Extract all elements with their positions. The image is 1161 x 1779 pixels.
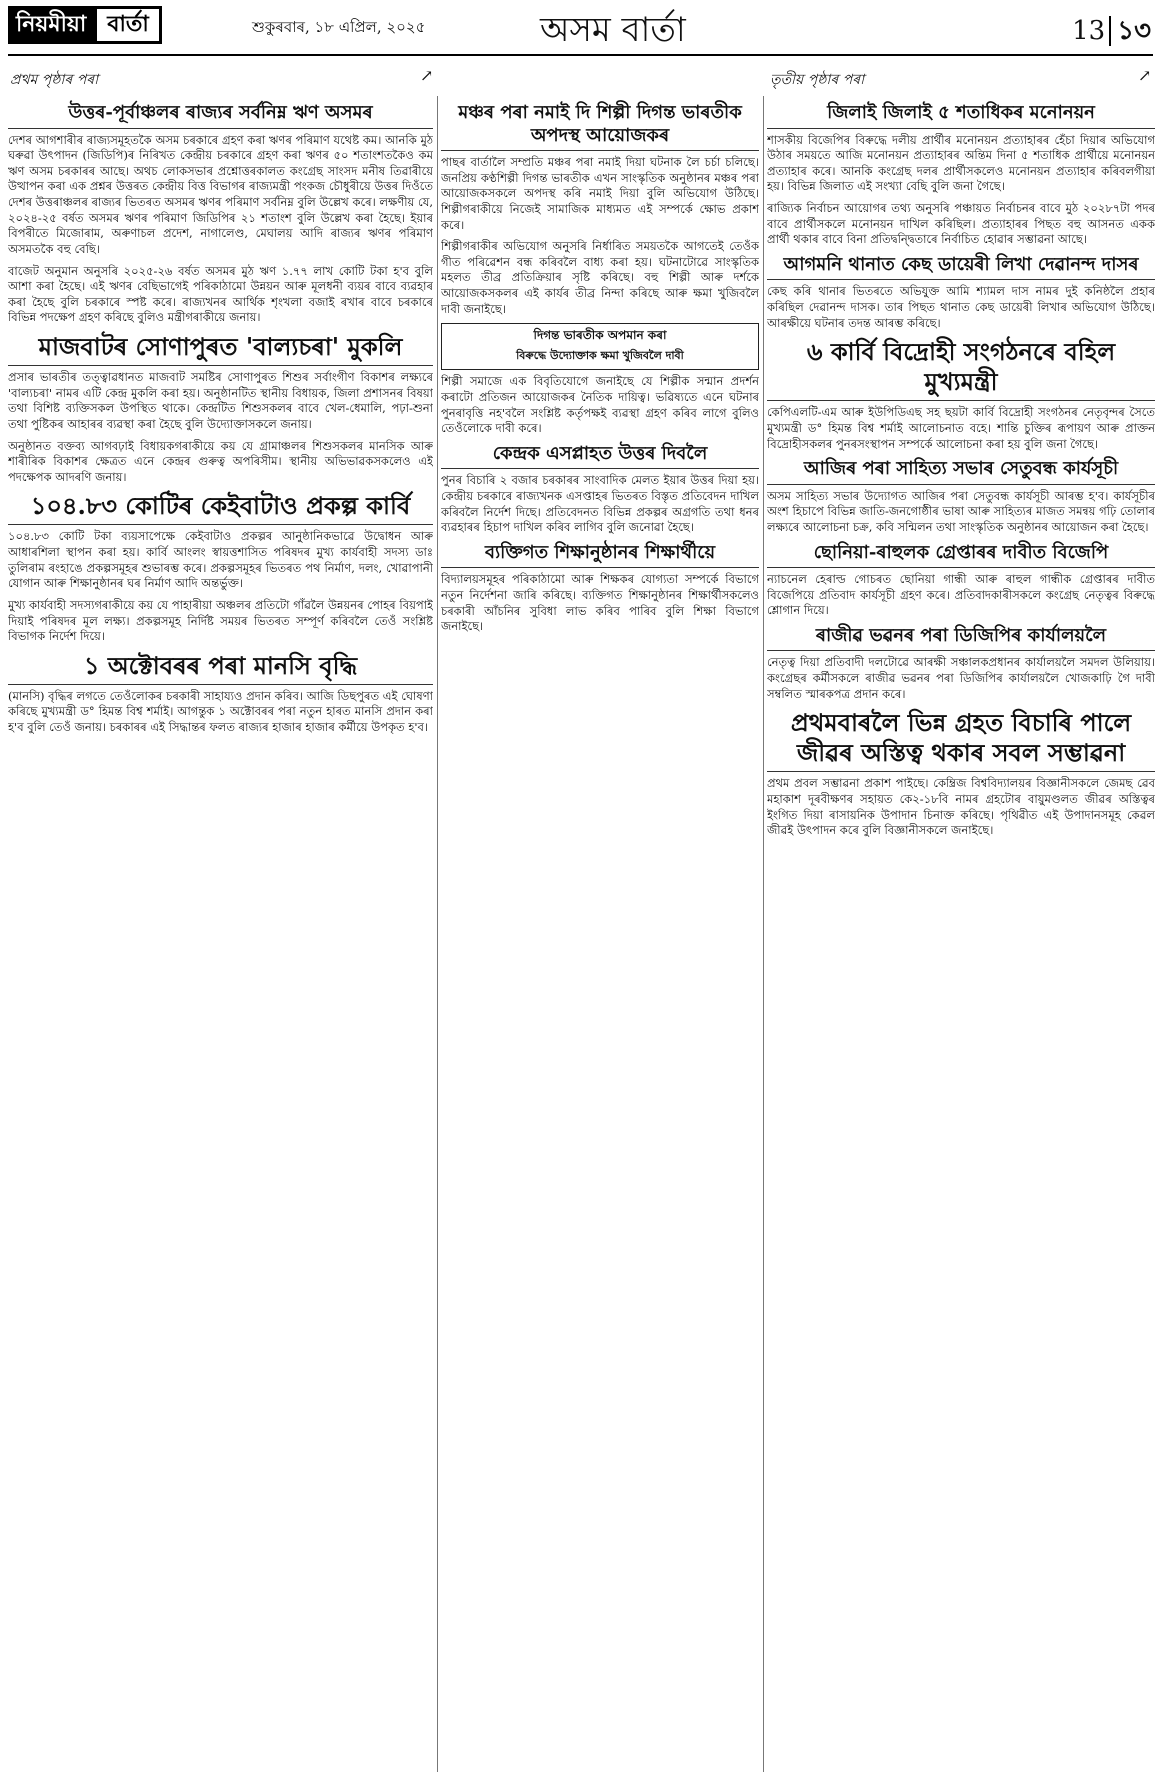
logo-right: বাৰ্তা [94,6,162,44]
headline-balyachara: মাজবাটৰ সোণাপুৰত 'বাল্যচৰা' মুকলি [8,332,433,366]
headline-centre: কেন্দ্ৰক এসপ্লাহত উত্তৰ দিবলৈ [441,443,759,470]
article-text: শিল্পীগৰাকীৰ অভিযোগ অনুসৰি নিৰ্ধাৰিত সময়তকৈ আগতেই তেওঁক গীত পৰিৱেশন বন্ধ কৰিবলৈ বাধ্য কৰা হয়। ঘটনাটোৱে সাংস্কৃতিক মহলত তীব্ৰ প্ৰতিক্ৰিয়াৰ সৃষ্টি কৰিছে। বহু শিল্পী আৰু দৰ্শকে আয়োজকসকলৰ এই কাৰ্যৰ তীব্ৰ নিন্দা কৰিছে আৰু ক্ষমা খুজিবলৈ দাবী জনাইছে। [441,239,759,316]
section-title: অসম বাৰ্তা [540,10,686,50]
article-text: ১০৪.৮৩ কোটি টকা ব্যয়সাপেক্ষে কেইবাটাও প্ৰকল্পৰ আনুষ্ঠানিকভাৱে উদ্বোধন আৰু আধাৰশিলা স্থাপন কৰা হয়। কাৰ্বি আংলং স্বায়ত্তশাসিত পৰিষদৰ মুখ্য কাৰ্যবাহী সদস্য ডাঃ তুলিৰাম ৰংহাঙে প্ৰকল্পসমূহৰ শুভাৰম্ভ কৰে। প্ৰকল্পসমূহৰ ভিতৰত পথ নিৰ্মাণ, দলং, খোৱাপানী যোগান আৰু শিক্ষানুষ্ঠানৰ ঘৰ নিৰ্মাণ আদি অন্তৰ্ভুক্ত। [8,529,433,591]
article-text: কেছ কৰি থানাৰ ভিতৰতে অভিযুক্ত আমি শ্যামল দাস নামৰ দুই কনিষ্ঠলৈ প্ৰহাৰ কৰিছিল দেৱানন্দ দাসক। তাৰ পিছত থানাত কেছ ডায়েৰী লিখাৰ অভিযোগ উঠিছে। আৰক্ষীয়ে ঘটনাৰ তদন্ত আৰম্ভ কৰিছে। [767,284,1155,330]
headline-nominations: জিলাই জিলাই ৫ শতাধিকৰ মনোনয়ন [767,102,1155,129]
column-divider [437,96,438,1772]
header-rule [8,54,1153,56]
headline-private-schools: ব্যক্তিগত শিক্ষানুষ্ঠানৰ শিক্ষাৰ্থীয়ে [441,542,759,569]
boxed-subhead [441,323,759,370]
column-divider [763,96,764,1772]
article-text: শাসকীয় বিজেপিৰ বিৰুদ্ধে দলীয় প্ৰাৰ্থীৰ মনোনয়ন প্ৰত্যাহাৰৰ হেঁচা দিয়াৰ অভিযোগ উঠাৰ সময়তে আজি মনোনয়ন প্ৰত্যাহাৰৰ অন্তিম দিনা ৫ শতাধিক প্ৰাৰ্থীয়ে মনোনয়ন প্ৰত্যাহাৰ কৰে। আনকি কংগ্ৰেছ দলৰ প্ৰাৰ্থীসকলেও মনোনয়ন প্ৰত্যাহাৰ কৰিবলগীয়া হয়। বিভিন্ন জিলাত এই সংখ্যা বেছি বুলি জনা গৈছে। [767,132,1155,194]
column-left [8,96,433,1772]
headline-rajiv-bhawan: ৰাজীৱ ভৱনৰ পৰা ডিজিপিৰ কাৰ্যালয়লৈ [767,625,1155,652]
page-number [1072,10,1151,54]
article-text: ন্যাচনেল হেৰাল্ড গোচৰত ছোনিয়া গান্ধী আৰু ৰাহুল গান্ধীক গ্ৰেপ্তাৰৰ দাবীত বিজেপিয়ে প্ৰতিবাদ কাৰ্যসূচী গ্ৰহণ কৰে। প্ৰতিবাদকাৰীসকলে কংগ্ৰেছ নেতৃত্বৰ বিৰুদ্ধে শ্লোগান দিয়ে। [767,572,1155,618]
article-text: ৰাজ্যিক নিৰ্বাচন আয়োগৰ তথ্য অনুসৰি পঞ্চায়ত নিৰ্বাচনৰ বাবে মুঠ ২০২৮৭টা পদৰ বাবে প্ৰাৰ্থীসকলে মনোনয়ন দাখিল কৰিছিল। প্ৰত্যাহাৰৰ পিছত বহু আসনত একক প্ৰাৰ্থী থকাৰ বাবে বিনা প্ৰতিদ্বন্দ্বিতাৰে নিৰ্বাচিত হোৱাৰ সম্ভাৱনা আছে। [767,201,1155,247]
headline-honorarium: ১ অক্টোবৰৰ পৰা মানসি বৃদ্ধি [8,651,433,685]
headline-life-on-planet: প্ৰথমবাৰলৈ ভিন্ন গ্ৰহত বিচাৰি পালে জীৱৰ অস্তিত্ব থকাৰ সবল সম্ভাৱনা [767,708,1155,772]
article-text: প্ৰথম প্ৰবল সম্ভাৱনা প্ৰকাশ পাইছে। কেম্ব্ৰিজ বিশ্ববিদ্যালয়ৰ বিজ্ঞানীসকলে জেমছ ৱেব মহাকাশ দূৰবীক্ষণৰ সহায়ত কে২-১৮বি নামৰ গ্ৰহটোৰ বায়ুমণ্ডলত জীৱৰ অস্তিত্বৰ ইংগিত দিয়া ৰাসায়নিক উপাদান চিনাক্ত কৰিছে। পৃথিৱীত এই উপাদানসমূহ কেৱল জীৱই উৎপাদন কৰে বুলি বিজ্ঞানীসকলে জনাইছে। [767,776,1155,838]
article-text: (মানসি) বৃদ্ধিৰ লগতে তেওঁলোকৰ চৰকাৰী সাহায্যও প্ৰদান কৰিব। আজি ডিছপুৰত এই ঘোষণা কৰিছে মুখ্যমন্ত্ৰী ড° হিমন্ত বিশ্ব শৰ্মাই। আগন্তুক ১ অক্টোবৰৰ পৰা নতুন হাৰত মানসি প্ৰদান কৰা হ'ব বুলি তেওঁ জনায়। চৰকাৰৰ এই সিদ্ধান্তৰ ফলত ৰাজ্যৰ হাজাৰ হাজাৰ কৰ্মীয়ে উপকৃত হ'ব। [8,688,433,734]
article-text: কেপিএলটি-এম আৰু ইউপিডিএছ সহ ছয়টা কাৰ্বি বিদ্ৰোহী সংগঠনৰ নেতৃবৃন্দৰ সৈতে মুখ্যমন্ত্ৰী ড° হিমন্ত বিশ্ব শৰ্মাই আলোচনাত বহে। শান্তি চুক্তিৰ ৰূপায়ণ আৰু প্ৰাক্তন বিদ্ৰোহীসকলৰ পুনৰসংস্থাপন সম্পৰ্কে আলোচনা কৰা হয় বুলি জনা গৈছে। [767,405,1155,451]
headline-bjp-protest: ছোনিয়া-ৰাহুলক গ্ৰেপ্তাৰৰ দাবীত বিজেপি [767,542,1155,569]
article-text: মুখ্য কাৰ্যবাহী সদস্যগৰাকীয়ে কয় যে পাহাৰীয়া অঞ্চলৰ প্ৰতিটো গাঁৱলৈ উন্নয়নৰ পোহৰ বিয়পাই দিয়াই পৰিষদৰ মূল লক্ষ্য। প্ৰকল্পসমূহ নিৰ্দিষ্ট সময়ৰ ভিতৰত সম্পূৰ্ণ কৰিবলৈ তেওঁ সংশ্লিষ্ট বিভাগক নিৰ্দেশ দিয়ে। [8,597,433,644]
column-right [767,96,1155,1772]
box-title: দিগন্ত ভাৰতীক অপমান কৰা [533,328,667,343]
issue-date: শুকুৰবাৰ, ১৮ এপ্ৰিল, ২০২৫ [252,18,426,36]
page-number-local: ১৩ [1109,16,1151,46]
headline-debt: উত্তৰ-পূৰ্বাঞ্চলৰ ৰাজ্যৰ সৰ্বনিম্ন ঋণ অসমৰ [8,102,433,129]
continued-from-label-left: প্ৰথম পৃষ্ঠাৰ পৰা [10,72,99,88]
article-text: শিল্পী সমাজে এক বিবৃতিযোগে জনাইছে যে শিল্পীক সন্মান প্ৰদৰ্শন কৰাটো প্ৰতিজন আয়োজকৰ নৈতিক দায়িত্ব। ভৱিষ্যতে এনে ঘটনাৰ পুনৰাবৃত্তি নহ'বলৈ সংশ্লিষ্ট কৰ্তৃপক্ষই ব্যৱস্থা গ্ৰহণ কৰিব লাগে বুলিও তেওঁলোকে দাবী কৰে। [441,374,759,436]
page-number-latin: 13 [1072,16,1106,46]
headline-rebel-talks: ৬ কাৰ্বি বিদ্ৰোহী সংগঠনৰে বহিল মুখ্যমন্ত্ৰী [767,337,1155,401]
article-text: অনুষ্ঠানত বক্তব্য আগবঢ়াই বিধায়কগৰাকীয়ে কয় যে গ্ৰামাঞ্চলৰ শিশুসকলৰ মানসিক আৰু শাৰীৰিক বিকাশৰ ক্ষেত্ৰত এনে কেন্দ্ৰৰ গুৰুত্ব অপৰিসীম। স্থানীয় অভিভাৱকসকলেও এই পদক্ষেপক আদৰণি জনায়। [8,438,433,484]
continued-from-label-right: তৃতীয় পৃষ্ঠাৰ পৰা [770,72,865,88]
column-middle [441,96,759,1772]
article-text: বিদ্যালয়সমূহৰ পৰিকাঠামো আৰু শিক্ষকৰ যোগ্যতা সম্পৰ্কে বিভাগে নতুন নিৰ্দেশনা জাৰি কৰিছে। ব্যক্তিগত শিক্ষানুষ্ঠানৰ শিক্ষাৰ্থীসকলেও চৰকাৰী আঁচনিৰ সুবিধা লাভ কৰিব পাৰিব বুলি শিক্ষা বিভাগে জনাইছে। [441,572,759,634]
article-text: অসম সাহিত্য সভাৰ উদ্যোগত আজিৰ পৰা সেতুবন্ধ কাৰ্যসূচী আৰম্ভ হ'ব। কাৰ্যসূচীৰ অংশ হিচাপে বিভিন্ন জাতি-জনগোষ্ঠীৰ ভাষা আৰু সাহিত্যৰ মাজত সমন্বয় গঢ়ি তোলাৰ লক্ষ্যৰে আলোচনা চক্ৰ, কবি সন্মিলন তথা সাংস্কৃতিক অনুষ্ঠানৰ আয়োজন কৰা হৈছে। [767,488,1155,534]
headline-case-diary: আগমনি থানাত কেছ ডায়েৰী লিখা দেৱানন্দ দাসৰ [767,254,1155,281]
article-text: বাজেট অনুমান অনুসৰি ২০২৫-২৬ বৰ্ষত অসমৰ মুঠ ঋণ ১.৭৭ লাখ কোটি টকা হ'ব বুলি আশা কৰা হৈছে। এই ঋণৰ বেছিভাগেই পৰিকাঠামো উন্নয়ন আৰু মূলধনী ব্যয়ৰ বাবে ব্যৱহাৰ কৰা হৈছে বুলি চৰকাৰে স্পষ্ট কৰে। ৰাজ্যখনৰ আৰ্থিক শৃংখলা বজাই ৰখাৰ বাবে চৰকাৰে বিভিন্ন পদক্ষেপ গ্ৰহণ কৰিছে বুলিও মন্ত্ৰীগৰাকীয়ে জনায়। [8,263,433,325]
arrow-icon: ↗ [420,66,434,85]
article-text: প্ৰসাৰ ভাৰতীৰ তত্ত্বাৱধানত মাজবাট সমষ্টিৰ সোণাপুৰত শিশুৰ সৰ্বাংগীণ বিকাশৰ লক্ষ্যৰে 'বাল্যচৰা' নামৰ এটি কেন্দ্ৰ মুকলি কৰা হয়। অনুষ্ঠানটিত স্থানীয় বিধায়ক, জিলা প্ৰশাসনৰ বিষয়া তথা বিশিষ্ট ব্যক্তিসকল উপস্থিত থাকে। কেন্দ্ৰটিত শিশুসকলৰ বাবে খেল-ধেমালি, পঢ়া-শুনা তথা পুষ্টিকৰ আহাৰৰ ব্যৱস্থা কৰা হৈছে বুলি উদ্যোক্তাসকলে জনায়। [8,370,433,431]
logo-left: নিয়মীয়া [8,6,94,44]
masthead [0,0,1161,92]
article-text: পুনৰ বিচাৰি ২ বজাৰ চৰকাৰৰ সাংবাদিক মেলত ইয়াৰ উত্তৰ দিয়া হয়। কেন্দ্ৰীয় চৰকাৰে ৰাজ্যখনক এসপ্তাহৰ ভিতৰত বিস্তৃত প্ৰতিবেদন দাখিল কৰিবলৈ নিৰ্দেশ দিছে। প্ৰতিবেদনত বিভিন্ন প্ৰকল্পৰ অগ্ৰগতি তথা ধনৰ ব্যৱহাৰৰ হিচাপ দাখিল কৰিব লাগিব বুলি জনোৱা হৈছে। [441,473,759,535]
headline-artist: মঞ্চৰ পৰা নমাই দি শিল্পী দিগন্ত ভাৰতীক অপদস্থ আয়োজকৰ [441,102,759,151]
newspaper-logo [8,6,238,44]
headline-sahitya-sabha: আজিৰ পৰা সাহিত্য সভাৰ সেতুবন্ধ কাৰ্যসূচী [767,458,1155,485]
article-text: পাছৰ বাৰ্তালৈ সম্প্ৰতি মঞ্চৰ পৰা নমাই দিয়া ঘটনাক লৈ চৰ্চা চলিছে। জনপ্ৰিয় কণ্ঠশিল্পী দিগন্ত ভাৰতীক এখন সাংস্কৃতিক অনুষ্ঠানৰ মঞ্চৰ পৰা আয়োজকসকলে অপদস্থ কৰি নমাই দিয়া বুলি অভিযোগ উঠিছে। শিল্পীগৰাকীয়ে নিজেই সামাজিক মাধ্যমত এই সম্পৰ্কে ক্ষোভ প্ৰকাশ কৰে। [441,155,759,232]
article-text: নেতৃত্ব দিয়া প্ৰতিবাদী দলটোৱে আৰক্ষী সঞ্চালকপ্ৰধানৰ কাৰ্যালয়লৈ সমদল উলিয়ায়। কংগ্ৰেছৰ কৰ্মীসকলে ৰাজীৱ ভৱনৰ পৰা ডিজিপিৰ কাৰ্যালয়লৈ খোজকাঢ়ি গৈ দাবী সম্বলিত স্মাৰকপত্ৰ প্ৰদান কৰে। [767,655,1155,701]
article-text: দেশৰ আগশাৰীৰ ৰাজ্যসমূহতকৈ অসম চৰকাৰে গ্ৰহণ কৰা ঋণৰ পৰিমাণ যথেষ্ট কম। আনকি মুঠ ঘৰুৱা উৎপাদন (জিডিপি)ৰ নিৰিখত কেন্দ্ৰীয় চৰকাৰে গ্ৰহণ কৰা ঋণৰ ৫০ শতাংশতকৈও কম ঋণ অসম চৰকাৰৰ আছে। অথচ লোকসভাৰ প্ৰশ্নোত্তৰকালত কংগ্ৰেছ সাংসদ মনীষ তিৱাৰীয়ে উত্থাপন কৰা এক প্ৰশ্নৰ উত্তৰত কেন্দ্ৰীয় বিত্ত বিভাগৰ ৰাজ্যমন্ত্ৰী পংকজ চৌধুৰীয়ে উত্তৰ দিওঁতে দেশৰ উত্তৰাঞ্চলৰ ৰাজ্যৰ ভিতৰত অসমৰ ঋণৰ পৰিমাণ সৰ্বনিম্ন বুলি উল্লেখ কৰে। লক্ষণীয় যে, ২০২৪-২৫ বৰ্ষত অসমৰ ঋণৰ পৰিমাণ জিডিপিৰ ২১ শতাংশ বুলি উল্লেখ কৰা হৈছে। ইয়াৰ বিপৰীতে মিজোৰাম, অৰুণাচল প্ৰদেশ, নাগালেণ্ড, মেঘালয় আদি ৰাজ্যৰ ঋণৰ পৰিমাণ অসমতকৈ বহু বেছি। [8,132,433,256]
headline-karbi-projects: ১০৪.৮৩ কোটিৰ কেইবাটাও প্ৰকল্প কাৰ্বি [8,491,433,525]
arrow-icon: ↗ [1138,66,1152,85]
box-subtitle: বিৰুদ্ধে উদ্যোক্তাক ক্ষমা খুজিবলৈ দাবী [516,349,684,363]
